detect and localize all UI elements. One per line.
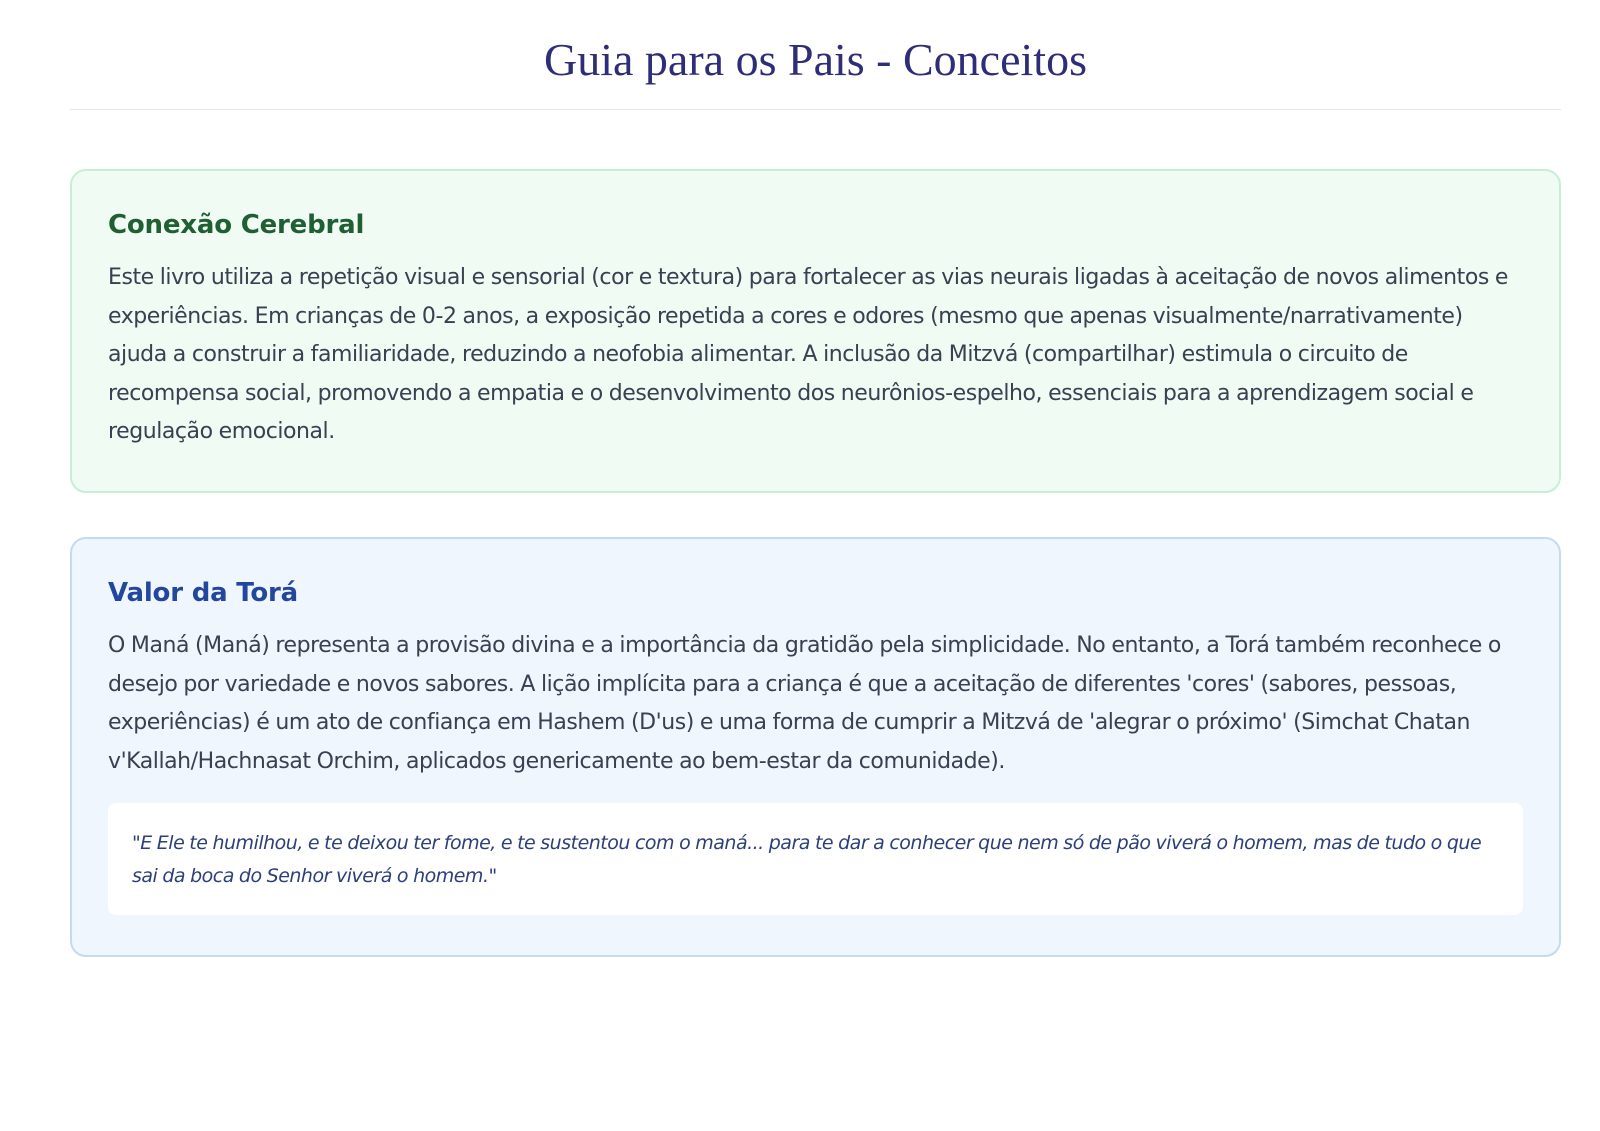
brain-connection-text: Este livro utiliza a repetição visual e sensorial (cor e textura) para fortalecer as vias neurais ligadas à aceitação de novos alimentos e experiências. Em crianças de 0-2 anos, a exposição repetida a cores e odores (mesmo que apenas visualmente/narrativamente) ajuda a construir a familiaridade, reduzindo a neofobia alimentar. A inclusão da Mitzvá (compartilhar) estimula o circuito de recompensa social, promovendo a empatia e o desenvolvimento dos neurônios-espelho, essenciais para a aprendizagem social e regulação emocional. <box>108 265 1508 444</box>
torah-value-text: O Maná (Maná) representa a provisão divina e a importância da gratidão pela simplicidade. No entanto, a Torá também reconhece o desejo por variedade e novos sabores. A lição implícita para a criança é que a aceitação de diferentes 'cores' (sabores, pessoas, experiências) é um ato de confiança em Hashem (D'us) e uma forma de cumprir a Mitzvá de 'alegrar o próximo' (Simchat Chatan v'Kallah/Hachnasat Orchim, aplicados genericamente ao bem-estar da comunidade). <box>108 633 1501 774</box>
brain-connection-title: Conexão Cerebral <box>108 210 365 240</box>
scripture-quote: "E Ele te humilhou, e te deixou ter fome, e te sustentou com o maná... para te dar a conhecer que nem só de pão viverá o homem, mas de tudo o que sai da boca do Senhor viverá o homem." <box>132 832 1482 887</box>
brain-connection-card <box>70 169 1561 493</box>
page-title: Guia para os Pais - Conceitos <box>544 34 1087 85</box>
torah-value-title: Valor da Torá <box>108 578 299 608</box>
scripture-quote-box <box>108 803 1523 915</box>
torah-value-card <box>70 537 1561 957</box>
title-divider <box>70 109 1561 110</box>
